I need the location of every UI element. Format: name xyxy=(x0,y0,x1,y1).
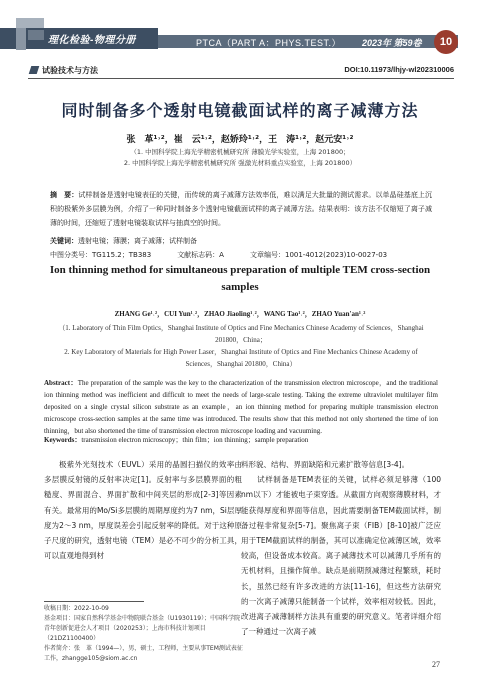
keywords-chinese-label: 关键词： xyxy=(50,237,78,245)
journal-name: 理化检验-物理分册 xyxy=(0,28,158,49)
abstract-english-label: Abstract： xyxy=(44,379,78,387)
keywords-english xyxy=(44,435,308,445)
abstract-chinese-text: 试样制备是透射电镜表征的关键，而传统的离子减薄方法效率低，难以满足大批量的测试需求。以单晶硅基底上沉积的极紫外多层膜为例，介绍了一种同时制备多个透射电镜截面试样的离子减薄方法。结果表明：该方法不仅缩短了离子减薄的时间，还缩短了透射电镜装取试样与抽真空的时间。 xyxy=(50,191,433,227)
journal-logo-icon xyxy=(14,16,48,52)
affiliation-chinese-2: 2. 中国科学院上海光学精密机械研究所 强激光材料重点实验室，上海 201800） xyxy=(123,159,357,167)
keywords-english-text: transmission electron microscopy；thin film；ion thinning；sample preparation xyxy=(81,436,309,444)
funding-info: 基金项目：国家自然科学基金中物院联合基金（U1930119）；中国科学院青年创新促进会人才项目（2020253）；上海市科技计划项目（21DZ1100400） xyxy=(44,615,241,642)
keywords-chinese-text: 透射电镜；薄膜；离子减薄；试样制备 xyxy=(78,237,197,245)
authors-chinese: 张 革¹˒²，崔 云¹˒²，赵娇玲¹˒²，王 涛¹˒²，赵元安¹˒² xyxy=(126,135,354,145)
footnote xyxy=(44,604,244,664)
page-number: 27 xyxy=(432,660,440,669)
journal-header xyxy=(0,0,480,62)
footnote-divider xyxy=(44,601,144,602)
body-column-right xyxy=(241,457,441,639)
issue-number-badge: 10 xyxy=(434,30,458,54)
body-paragraph: 极紫外光刻技术（EUVL）采用的晶圆扫描仪的效率由多层膜反射镜的反射率决定[1]。反射率与多层膜界面的粗糙度、界面混合、界面扩散和中间夹层的形成[2-3]等因素有关。最常用的Mo/Si多层膜的周期厚度约为7 nm，Si层厚度为2～3 nm，厚度误差会引起反射率的降低。对于这种原子尺度的研究，透射电镜（TEM）是必不可少的分析工具，可以直观地得到材 xyxy=(44,460,242,561)
abstract-english xyxy=(44,377,438,437)
journal-english-name: PTCA（PART A：PHYS.TEST.） xyxy=(196,38,342,48)
classification-info xyxy=(50,250,387,260)
header-divider xyxy=(28,78,454,79)
issue-info: 2023年 第59卷 xyxy=(362,38,422,48)
clc-number: 中图分类号：TG115.2；TB383 xyxy=(50,251,152,259)
author-bio: 作者简介：张 革（1994—），男，硕士，工程师，主要从事TEM测试表征工作，zhangge105@siom.ac.cn xyxy=(44,645,243,662)
keywords-chinese xyxy=(50,236,197,246)
title-english: Ion thinning method for simultaneous preparation of multiple TEM cross-section samples xyxy=(49,264,431,293)
document-code: 文献标志码：A xyxy=(177,251,224,259)
received-date: 收稿日期：2022-10-09 xyxy=(44,605,109,612)
affiliation-english xyxy=(50,322,432,370)
title-chinese: 同时制备多个透射电镜截面试样的离子减薄方法 xyxy=(61,101,419,120)
authors-english: ZHANG Ge¹˒²，CUI Yun¹˒²，ZHAO Jiaoling¹˒²，WANG Tao¹˒²，ZHAO Yuan'an¹˒² xyxy=(114,310,366,318)
abstract-chinese-label: 摘 要： xyxy=(50,191,79,199)
body-paragraph: 料形貌、结构、界面缺陷和元素扩散等信息[3-4]。 试样制备是TEM表征的关键，试样必须足够薄（100 nm以下）才能被电子束穿透。从截面方向观察薄膜材料，才能获得厚度和界面等信息，因此需要制备TEM截面试样，制备过程非常复杂[5-7]。聚焦离子束（FIB）[8-10]被广泛应用于TEM截面试样的制备，其可以准确定位减薄区域，效率较高，但设备成本较高。离子减薄技术可以减薄几乎所有的无机材料，且操作简单。缺点是前期预减薄过程繁琐，耗时长，虽然已经有许多改进的方法[11-16]，但这些方法研究的一次离子减薄只能制备一个试样，效率相对较低。因此，改进离子减薄制样方法具有重要的研究意义。笔者详细介绍了一种通过一次离子减 xyxy=(241,460,441,637)
body-column-left xyxy=(44,457,242,563)
article-id: 文章编号：1001-4012(2023)10-0027-03 xyxy=(249,251,388,259)
abstract-chinese xyxy=(50,188,432,230)
affiliation-english-2: 2. Key Laboratory of Materials for High Power Laser，Shanghai Institute of Optics and Fine Mechanics Chinese Academy of Sciences，Shanghai 201800，China） xyxy=(64,348,418,368)
doi: DOI:10.11973/lhjy-wl202310006 xyxy=(344,65,454,74)
section-label: 试验技术与方法 xyxy=(28,65,98,76)
affiliation-chinese-1: （1. 中国科学院上海光学精密机械研究所 薄膜光学实验室，上海 201800； xyxy=(130,148,350,156)
keywords-english-label: Keywords： xyxy=(44,436,82,444)
abstract-english-text: The preparation of the sample was the key to the characterization of the transmission electron microscope，and the traditional ion thinning method was inefficient and difficult to meet the needs of large-scale testing. Taking the extreme ultraviolet multilayer film deposited on a single crystal silicon substrate as an example，an ion thinning method for preparing multiple transmission electron microscope cross-section samples at the same time was introduced. The results show that this method not only shortened the time of ion thinning，but also shortened the time of transmission electron microscope loading and vacuuming. xyxy=(44,379,438,435)
affiliation-english-1: （1. Laboratory of Thin Film Optics，Shanghai Institute of Optics and Fine Mechanics Chinese Academy of Sciences，Shanghai 201800，China； xyxy=(58,324,424,344)
